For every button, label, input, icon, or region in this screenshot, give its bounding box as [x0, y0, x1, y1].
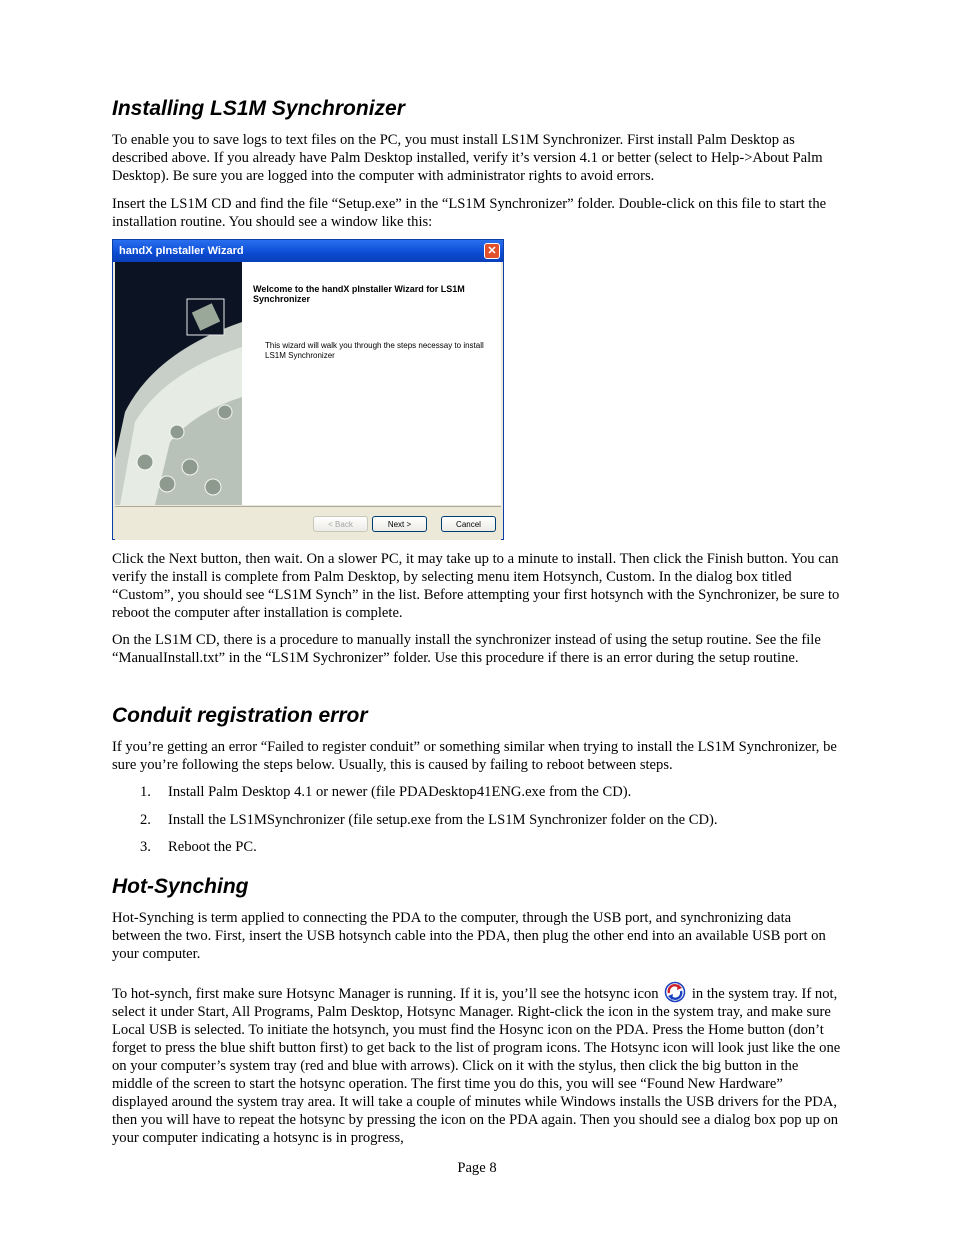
list-item — [140, 783, 631, 801]
installer-wizard-window — [112, 239, 504, 540]
paragraph: On the LS1M CD, there is a procedure to manually install the synchronizer instead of using the setup routine. See the file “ManualInstall.txt” in the “LS1M Sychronizer” folder. Use this procedure if there is an error during the setup routine. — [112, 632, 821, 666]
heading-conduit-error: Conduit registration error — [112, 704, 368, 727]
paragraph: Insert the LS1M CD and find the file “Setup.exe” in the “LS1M Synchronizer” folder. Double-click on this file to start the installation routine. You should see a window like this: — [112, 196, 827, 230]
wizard-body — [115, 262, 501, 505]
heading-installing: Installing LS1M Synchronizer — [112, 97, 405, 120]
paragraph: If you’re getting an error “Failed to register conduit” or something similar when trying to install the LS1M Synchronizer, be sure you’re following the steps below. Usually, this is caused by failing to reboot between steps. — [112, 739, 837, 773]
back-button[interactable]: < Back — [313, 516, 368, 532]
wizard-content — [253, 284, 493, 361]
heading-hot-synching: Hot-Synching — [112, 875, 249, 898]
list-text: Reboot the PC. — [168, 839, 257, 855]
close-icon[interactable]: ✕ — [484, 243, 500, 259]
hotsync-icon — [664, 981, 686, 1003]
text-after-icon: in the system tray. If not, select it under Start, All Programs, Palm Desktop, Hotsync Manager. Right-click the icon in the system tray, and make sure Local USB is selected. To initiate the hotsynch, you must find the Hosync icon on the PDA. Press the Home button (don’t forget to press the blue shift button first) to get back to the list of program icons. The Hotsync icon will look just like the one on your computer’s system tray (red and blue with arrows). Click on it with the stylus, then click the big button in the middle of the screen to start the hotsync operation. The first time you do this, you will see “Found New Hardware” displayed around the system tray area. It will take a couple of minutes while Windows installs the USB drivers for the PDA, then you will have to repeat the hotsync by pressing the icon on the PDA again. Then you should see a dialog box pop up on your computer indicating a hotsync is in progress, — [112, 986, 841, 1146]
list-item — [140, 811, 718, 829]
welcome-text: Welcome to the handX pInstaller Wizard for LS1M Synchronizer — [253, 284, 465, 304]
pda-graphic — [115, 262, 242, 505]
paragraph: Hot-Synching is term applied to connecting the PDA to the computer, through the USB port, and synchronizing data between the two. First, insert the USB hotsynch cable into the PDA, then plug the other end into an available USB port on your computer. — [112, 910, 826, 962]
next-button[interactable]: Next > — [372, 516, 427, 532]
text-before-icon: To hot-synch, first make sure Hotsync Manager is running. If it is, you’ll see the hotsync icon — [112, 986, 659, 1002]
list-number: 1. — [140, 784, 151, 800]
description-text: This wizard will walk you through the steps necessay to install LS1M Synchronizer — [265, 341, 484, 360]
list-number: 2. — [140, 812, 151, 828]
list-item — [140, 838, 257, 856]
button-bar — [115, 506, 501, 540]
page-number: Page 8 — [457, 1160, 497, 1176]
list-number: 3. — [140, 839, 151, 855]
paragraph — [112, 981, 842, 1147]
list-text: Install the LS1MSynchronizer (file setup.exe from the LS1M Synchronizer folder on the CD). — [168, 812, 718, 828]
paragraph: Click the Next button, then wait. On a slower PC, it may take up to a minute to install. Then click the Finish button. You can verify the install is complete from Palm Desktop, by selecting menu item Hotsynch, Custom. In the dialog box titled “Custom”, you should see “LS1M Synch” in the list. Before attempting your first hotsynch with the Synchronizer, be sure to reboot the computer after installation is complete. — [112, 551, 840, 621]
paragraph: To enable you to save logs to text files on the PC, you must install LS1M Synchronizer. First install Palm Desktop as described above. If you already have Palm Desktop installed, verify it’s version 4.1 or better (select to Help->About Palm Desktop). Be sure you are logged into the computer with administrator rights to avoid errors. — [112, 132, 823, 184]
window-title: handX pInstaller Wizard — [119, 245, 244, 257]
window-title-bar — [113, 240, 503, 262]
cancel-button[interactable]: Cancel — [441, 516, 496, 532]
list-text: Install Palm Desktop 4.1 or newer (file PDADesktop41ENG.exe from the CD). — [168, 784, 632, 800]
